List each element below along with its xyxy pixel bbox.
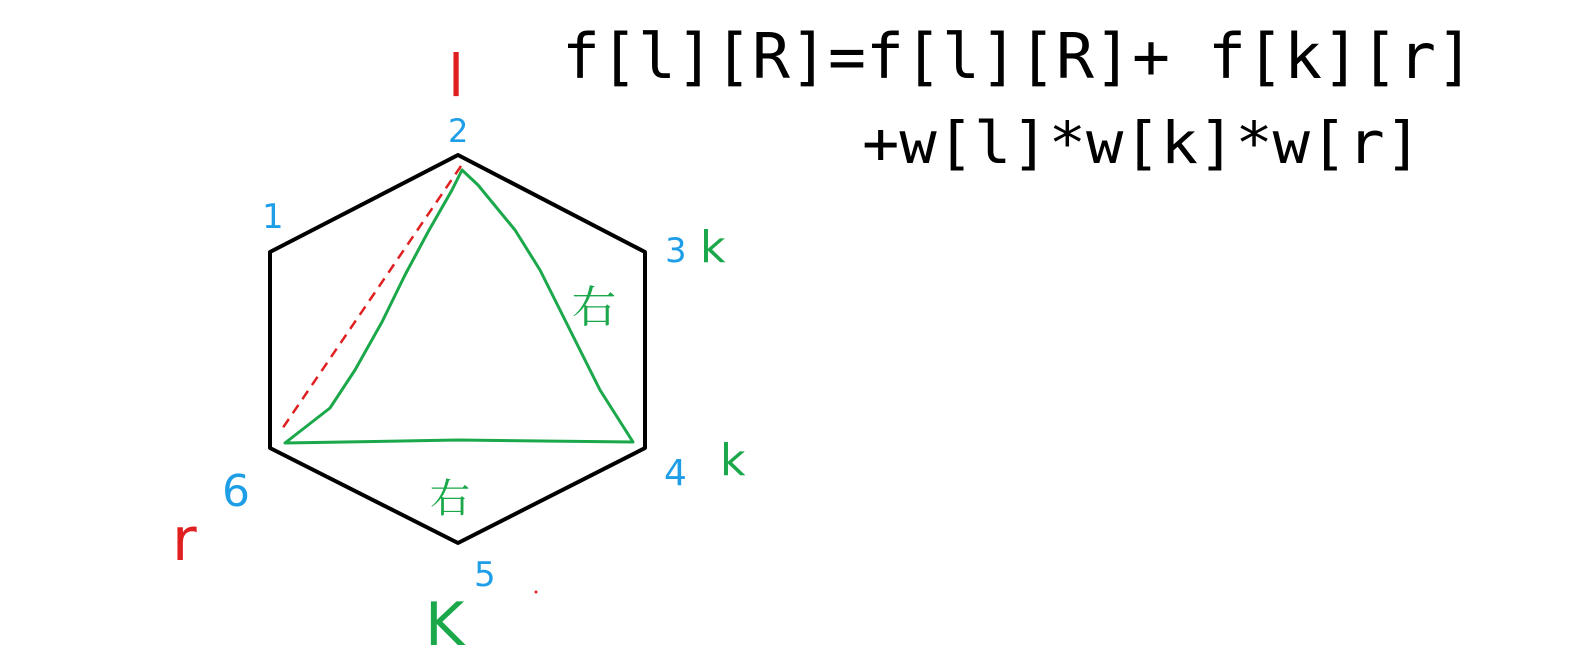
pointer-label-r: r xyxy=(172,505,197,575)
region-label-right: 右 xyxy=(572,282,616,333)
k-label-vertex-5: K xyxy=(425,590,465,660)
red-dot xyxy=(535,591,538,594)
vertex-label-1: 1 xyxy=(262,197,284,237)
red-dashed-diagonal xyxy=(280,166,461,432)
pointer-label-l: l xyxy=(448,42,465,110)
region-label-bottom: 右 xyxy=(430,476,470,522)
vertex-label-2: 2 xyxy=(448,112,469,150)
formula-line-1: f[l][R]=f[l][R]+ f[k][r] xyxy=(562,20,1474,93)
vertex-label-4: 4 xyxy=(664,453,687,494)
k-label-vertex-4: k xyxy=(720,435,746,486)
formula-line-2: +w[l]*w[k]*w[r] xyxy=(862,109,1422,177)
vertex-label-6: 6 xyxy=(222,466,250,517)
vertex-label-5: 5 xyxy=(474,555,496,595)
k-label-vertex-3: k xyxy=(700,222,726,273)
vertex-label-3: 3 xyxy=(665,231,687,271)
